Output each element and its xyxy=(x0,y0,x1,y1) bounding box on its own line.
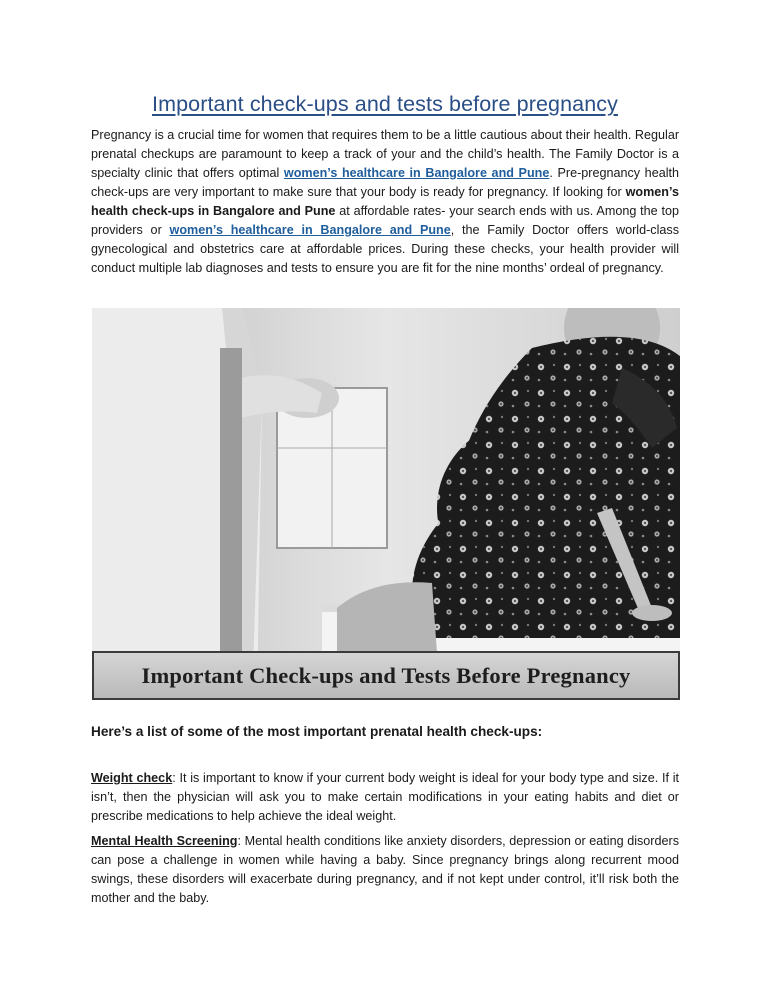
pregnancy-checkup-photo xyxy=(92,308,680,700)
list-heading: Here’s a list of some of the most important prenatal health check-ups: xyxy=(91,724,543,739)
intro-paragraph xyxy=(91,126,679,278)
mental-health-text: : Mental health conditions like anxiety disorders, depression or eating disorders can pose a challenge in women while having a baby. Since pregnancy brings along recurrent mood swings, these disorders will exacerbate during pregnancy, and if not kept under control, it’ll risk both the mother and the baby. xyxy=(91,834,679,905)
intro-text-4: , the Family Doctor offers world-class gynecological and obstetrics care at affordable prices. During these checks, your health provider will conduct multiple lab diagnoses and tests to ensure you are fit for the nine months’ ordeal of pregnancy. xyxy=(91,223,679,275)
womens-healthcare-link-2[interactable]: women’s healthcare in Bangalore and Pune xyxy=(169,223,451,237)
intro-bold-phrase: women’s health check-ups in Bangalore and Pune xyxy=(91,185,679,218)
intro-text-3: at affordable rates- your search ends with us. Among the top providers or xyxy=(91,204,679,237)
weight-check-term: Weight check xyxy=(91,771,173,785)
mental-health-term: Mental Health Screening xyxy=(91,834,238,848)
image-caption-banner xyxy=(92,651,680,700)
weight-check-text: : It is important to know if your current body weight is ideal for your body type and size. If it isn’t, then the physician will ask you to make certain modifications in your eating habits and diet or prescribe medications to help achieve the ideal weight. xyxy=(91,771,680,823)
mental-health-item xyxy=(91,832,679,908)
intro-text-1: Pregnancy is a crucial time for women that requires them to be a little cautious about their health. Regular prenatal checkups are paramount to keep a track of your and the child’s health. The Family Doctor is a specialty clinic that offers optimal xyxy=(91,128,680,180)
weight-check-item xyxy=(91,769,679,826)
photo-illustration xyxy=(92,308,680,700)
banner-text: Important Check-ups and Tests Before Pregnancy xyxy=(141,662,631,688)
page-title: Important check-ups and tests before pregnancy xyxy=(152,92,618,116)
intro-text-2: . Pre-pregnancy health check-ups are very important to make sure that your body is ready for pregnancy. If looking for xyxy=(91,166,679,199)
womens-healthcare-link-1[interactable]: women’s healthcare in Bangalore and Pune xyxy=(283,166,550,180)
